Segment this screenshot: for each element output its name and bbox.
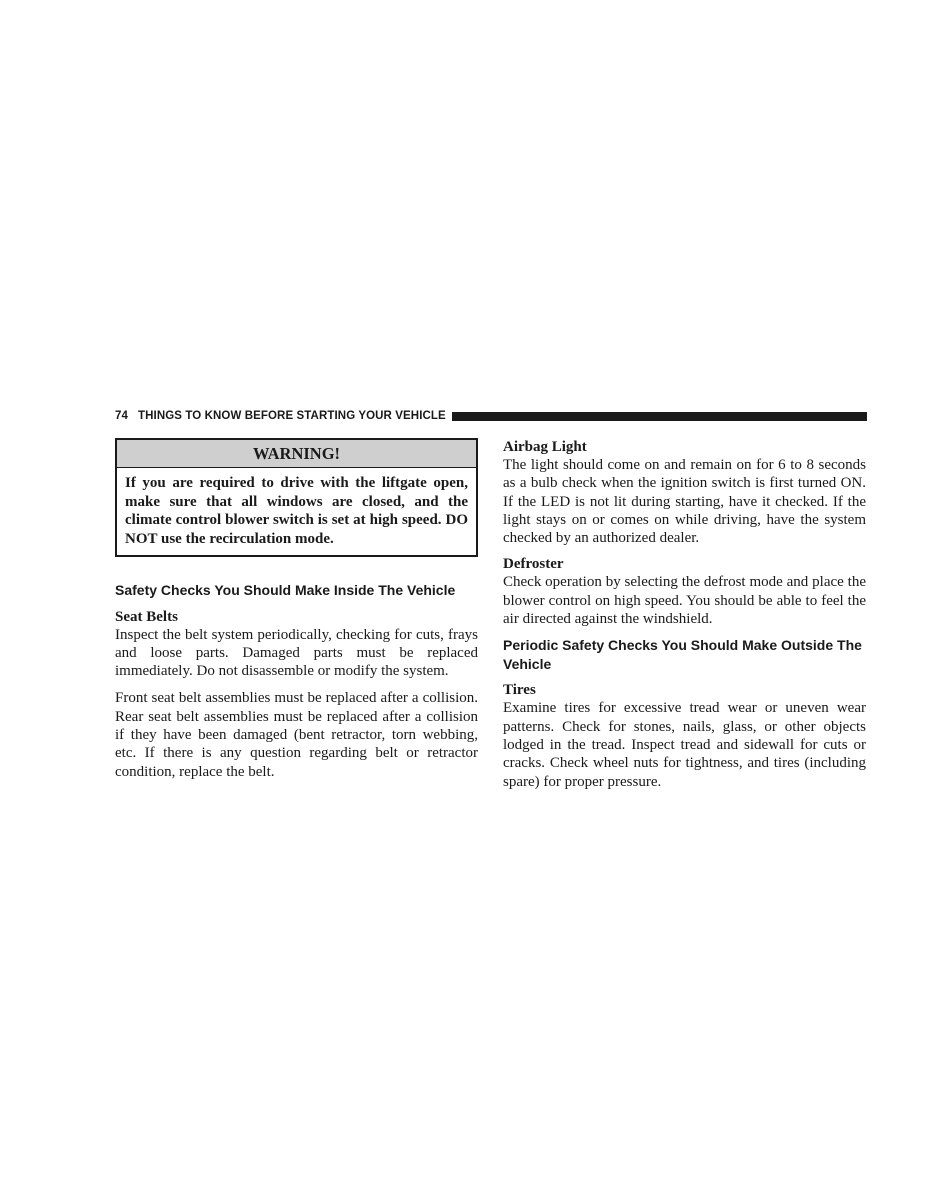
tires-heading: Tires <box>503 682 536 699</box>
seat-belts-heading: Seat Belts <box>115 608 178 625</box>
seat-belts-paragraph-1: Inspect the belt system periodically, checking for cuts, frays and loose parts. Damaged parts must be replaced immediately. Do not disassemble or modify the system. <box>115 626 478 680</box>
airbag-light-heading: Airbag Light <box>503 439 587 455</box>
chapter-title: THINGS TO KNOW BEFORE STARTING YOUR VEHICLE <box>138 410 446 422</box>
header-rule <box>452 412 867 421</box>
page-number: 74 <box>115 410 128 422</box>
warning-title: WARNING! <box>117 440 476 468</box>
defroster-paragraph: Check operation by selecting the defrost mode and place the blower control on high speed. You should be able to feel the air directed against the windshield. <box>503 574 866 628</box>
section-heading-inside: Safety Checks You Should Make Inside The Vehicle <box>115 582 456 598</box>
warning-text: If you are required to drive with the liftgate open, make sure that all windows are closed, and the climate control blower switch is set at high speed. DO NOT use the recirculation mode. <box>125 475 468 547</box>
airbag-light-paragraph: The light should come on and remain on for 6 to 8 seconds as a bulb check when the ignition switch is first turned ON. If the LED is not lit during starting, have it checked. If the light stays on or comes on while driving, have the system checked by an authorized dealer. <box>503 457 866 547</box>
left-column <box>115 438 478 790</box>
tires-paragraph: Examine tires for excessive tread wear or uneven wear patterns. Check for stones, nails, glass, or other objects lodged in the tread. Inspect tread and sidewall for cuts or cracks. Check wheel nuts for tightness, and tires (including spare) for proper pressure. <box>503 700 866 790</box>
page-header <box>115 408 867 424</box>
section-heading-outside: Periodic Safety Checks You Should Make Outside The Vehicle <box>503 637 862 672</box>
warning-box <box>115 438 478 557</box>
seat-belts-paragraph-2: Front seat belt assemblies must be replaced after a collision. Rear seat belt assemblies must be replaced after a collision if they have been damaged (bent retractor, torn webbing, etc. If there is any question regarding belt or retractor condition, replace the belt. <box>115 690 478 780</box>
defroster-heading: Defroster <box>503 556 564 573</box>
header-text <box>115 410 446 422</box>
right-column <box>503 438 866 799</box>
